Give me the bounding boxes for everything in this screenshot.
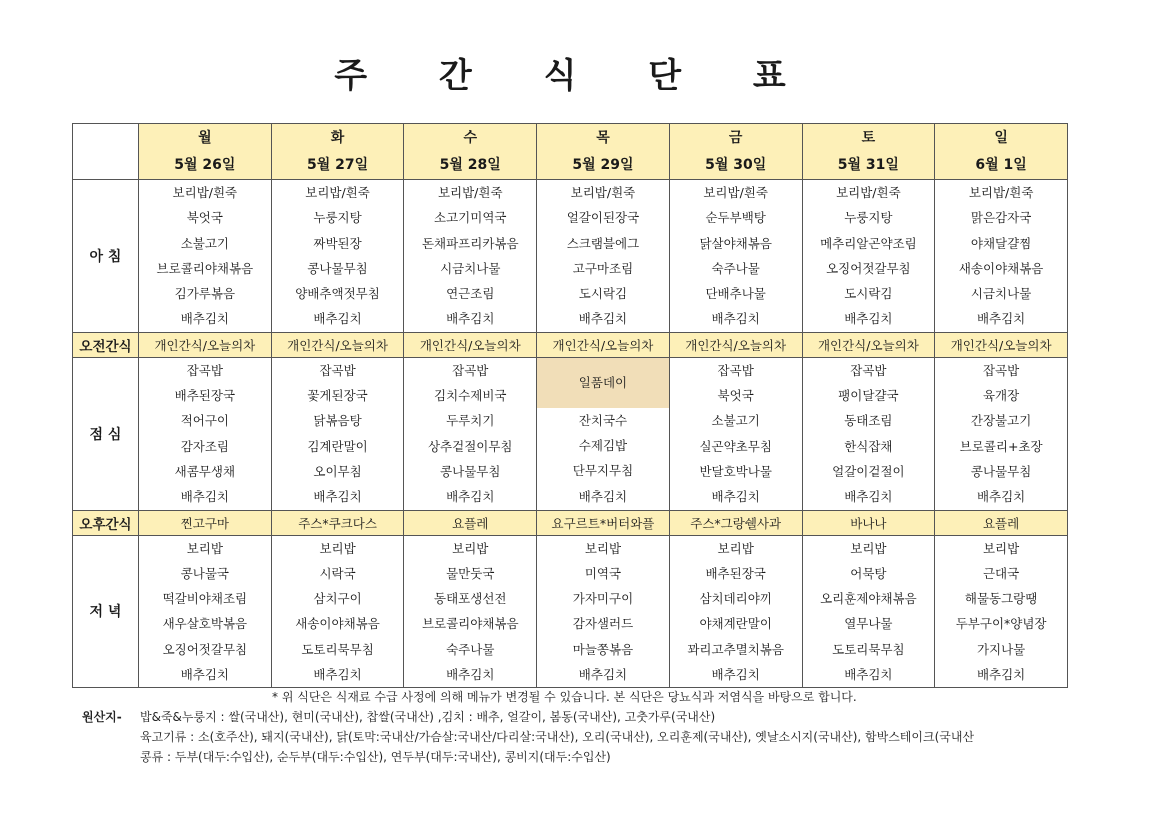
- menu-item: 소불고기: [180, 235, 229, 251]
- menu-item: 숙주나물: [711, 260, 760, 276]
- menu-item: 브로콜리야채볶음: [156, 260, 254, 276]
- menu-item: 보리밥/흰죽: [172, 185, 238, 200]
- menu-item: 새송이야채볶음: [295, 616, 380, 632]
- snack-cell: 개인간식/오늘의차: [271, 332, 404, 357]
- dinner-cell: [139, 535, 272, 688]
- snack-cell: 주스*쿠크다스: [271, 510, 404, 535]
- breakfast-row: [73, 180, 1068, 333]
- menu-item: 누룽지탕: [313, 210, 362, 226]
- menu-item: 보리밥/흰죽: [968, 185, 1034, 200]
- lunch-cell: [537, 357, 670, 510]
- menu-item: 보리밥: [850, 540, 887, 556]
- menu-item: 김치수제비국: [434, 388, 507, 404]
- menu-item: 꽃게된장국: [307, 388, 368, 404]
- menu-item: 보리밥: [452, 540, 489, 556]
- day-date: 5월 27일: [306, 157, 369, 173]
- menu-item: 닭살야채볶음: [699, 235, 772, 251]
- menu-item: 적어구이: [180, 413, 229, 429]
- origin-line: 육고기류 : 소(호주산), 돼지(국내산), 닭(토막:국내산/가슴살:국내산/다리살:국내산), 오리(국내산), 오리훈제(국내산), 옛날소시지(국내산), 함박스테이크(국내산: [140, 730, 975, 744]
- snack-cell: 요플레: [935, 510, 1068, 535]
- day-date: 6월 1일: [975, 157, 1027, 173]
- menu-item: 보리밥: [717, 540, 754, 556]
- pm-snack-row: [73, 510, 1068, 535]
- special-day-badge: 일품데이: [537, 358, 669, 408]
- menu-item: 잡곡밥: [452, 362, 489, 378]
- am-snack-row: [73, 332, 1068, 357]
- menu-item: 새콤무생채: [174, 463, 236, 479]
- menu-item: 도시락김: [578, 286, 628, 302]
- day-header: [935, 124, 1068, 180]
- menu-item: 감자조림: [180, 438, 229, 454]
- breakfast-cell: [139, 180, 272, 333]
- origin-spacer: [82, 727, 140, 747]
- menu-item: 보리밥: [982, 540, 1020, 556]
- menu-item: 가지나물: [976, 641, 1026, 657]
- menu-item: 잡곡밥: [982, 362, 1020, 378]
- day-name: 목: [596, 130, 610, 146]
- menu-item: 배추김치: [711, 489, 760, 505]
- menu-item: 동태조림: [844, 413, 893, 429]
- menu-item: 물만둣국: [446, 565, 495, 581]
- menu-item: 두루치기: [446, 413, 495, 429]
- lunch-cell: [935, 357, 1068, 510]
- menu-item: 양배추액젓무침: [295, 286, 380, 302]
- menu-item: 배추김치: [578, 488, 628, 504]
- menu-item: 보리밥/흰죽: [703, 185, 768, 200]
- menu-item: 해물동그랑땡: [964, 591, 1038, 607]
- snack-cell: 요플레: [404, 510, 537, 535]
- menu-item: 오리훈제야채볶음: [820, 591, 917, 607]
- menu-item: 미역국: [584, 565, 622, 581]
- day-header: [139, 124, 272, 180]
- lunch-cell: [404, 357, 537, 510]
- lunch-label: 점 심: [73, 357, 139, 510]
- menu-item: 북엇국: [186, 210, 223, 226]
- origin-row: [82, 707, 1072, 727]
- menu-item: 브로콜리야채볶음: [421, 616, 519, 632]
- lunch-row: [73, 357, 1068, 510]
- snack-cell: 개인간식/오늘의차: [935, 332, 1068, 357]
- menu-item: 잡곡밥: [850, 362, 887, 378]
- snack-cell: 찐고구마: [139, 510, 272, 535]
- menu-item: 오징어젓갈무침: [826, 260, 911, 276]
- day-date: 5월 31일: [837, 157, 899, 173]
- dinner-cell: [271, 535, 404, 688]
- origin-row: [82, 747, 1072, 767]
- day-date: 5월 26일: [174, 157, 236, 173]
- menu-item: 배추김치: [711, 667, 760, 683]
- menu-item: 배추김치: [578, 311, 628, 327]
- menu-item: 반달호박나물: [699, 463, 772, 479]
- menu-item: 어묵탕: [850, 565, 887, 581]
- menu-item: 단배추나물: [705, 286, 766, 302]
- menu-item: 잔치국수: [578, 412, 628, 428]
- snack-cell: 개인간식/오늘의차: [669, 332, 802, 357]
- menu-item: 도토리묵무침: [832, 641, 905, 657]
- menu-item: 도토리묵무침: [301, 641, 374, 657]
- breakfast-label: 아 침: [73, 180, 139, 333]
- lunch-cell: [802, 357, 935, 510]
- menu-item: 배추김치: [446, 311, 495, 327]
- menu-item: 김계란말이: [307, 438, 368, 454]
- menu-item: 콩나물무침: [970, 463, 1032, 479]
- dinner-cell: [669, 535, 802, 688]
- menu-item: 배추김치: [180, 311, 229, 327]
- menu-item: 김가루볶음: [174, 286, 236, 302]
- menu-item: 콩나물무침: [440, 463, 501, 479]
- day-header: [669, 124, 802, 180]
- menu-item: 맑은감자국: [970, 210, 1032, 226]
- lunch-cell: [271, 357, 404, 510]
- day-name: 토: [861, 130, 876, 146]
- menu-item: 보리밥/흰죽: [836, 185, 901, 200]
- menu-item: 배추김치: [976, 667, 1026, 683]
- menu-item: 배추김치: [313, 489, 362, 505]
- dinner-row: [73, 535, 1068, 688]
- pm-snack-label: 오후간식: [73, 510, 139, 535]
- day-date: 5월 29일: [572, 157, 634, 173]
- menu-item: 상추겉절이무침: [427, 438, 513, 454]
- menu-item: 메추리알곤약조림: [820, 235, 917, 251]
- snack-cell: 개인간식/오늘의차: [537, 332, 670, 357]
- menu-item: 가자미구이: [572, 591, 634, 607]
- menu-item: 삼치데리야끼: [699, 591, 772, 607]
- lunch-cell: [669, 357, 802, 510]
- day-header: [271, 124, 404, 180]
- menu-item: 브로콜리+초장: [959, 438, 1043, 454]
- menu-item: 꽈리고추멸치볶음: [687, 641, 784, 657]
- day-header: [537, 124, 670, 180]
- menu-item: 새송이야채볶음: [958, 260, 1044, 276]
- day-date: 5월 30일: [705, 157, 767, 173]
- menu-item: 배추된장국: [705, 565, 766, 581]
- menu-item: 연근조림: [446, 286, 495, 302]
- lunch-cell: [139, 357, 272, 510]
- menu-item: 고구마조림: [572, 260, 634, 276]
- menu-item: 야채계란말이: [699, 616, 772, 632]
- menu-change-note: * 위 식단은 식재료 수급 사정에 의해 메뉴가 변경될 수 있습니다. 본 식단은 당뇨식과 저염식을 바탕으로 합니다.: [272, 690, 857, 704]
- breakfast-cell: [669, 180, 802, 333]
- origin-label: 원산지-: [82, 710, 122, 724]
- snack-cell: 개인간식/오늘의차: [802, 332, 935, 357]
- menu-item: 삼치구이: [313, 591, 362, 607]
- menu-item: 오이무침: [313, 463, 362, 479]
- menu-item: 떡갈비야채조림: [162, 591, 248, 607]
- day-header: [802, 124, 935, 180]
- menu-item: 순두부백탕: [705, 210, 766, 226]
- menu-item: 짜박된장: [313, 235, 362, 251]
- breakfast-cell: [404, 180, 537, 333]
- menu-item: 잡곡밥: [717, 362, 754, 378]
- snack-cell: 요구르트*버터와플: [537, 510, 670, 535]
- menu-item: 보리밥: [584, 540, 622, 556]
- menu-item: 도시락김: [844, 286, 893, 302]
- table-header-row: [73, 124, 1068, 180]
- menu-item: 배추김치: [313, 311, 362, 327]
- origin-line: 콩류 : 두부(대두:수입산), 순두부(대두:수입산), 연두부(대두:국내산), 콩비지(대두:수입산): [140, 750, 611, 764]
- menu-item: 배추된장국: [174, 388, 236, 404]
- menu-item: 시락국: [319, 565, 356, 581]
- menu-item: 야채달걀찜: [970, 235, 1032, 251]
- menu-item: 두부구이*양념장: [955, 616, 1047, 632]
- dinner-cell: [404, 535, 537, 688]
- menu-item: 실곤약초무침: [699, 438, 772, 454]
- menu-item: 시금치나물: [970, 286, 1032, 302]
- menu-item: 배추김치: [180, 489, 229, 505]
- menu-item: 배추김치: [446, 489, 495, 505]
- menu-item: 동태포생선전: [434, 591, 507, 607]
- menu-item: 시금치나물: [440, 260, 501, 276]
- snack-cell: 개인간식/오늘의차: [139, 332, 272, 357]
- menu-item: 수제김밥: [578, 438, 628, 454]
- menu-item: 배추김치: [844, 311, 893, 327]
- menu-item: 숙주나물: [446, 641, 495, 657]
- footer: [82, 687, 1072, 767]
- snack-cell: 주스*그랑쉘사과: [669, 510, 802, 535]
- breakfast-cell: [271, 180, 404, 333]
- day-date: 5월 28일: [439, 157, 501, 173]
- menu-item: 보리밥/흰죽: [305, 185, 370, 200]
- dinner-cell: [537, 535, 670, 688]
- menu-item: 단무지무침: [572, 463, 634, 479]
- menu-item: 배추김치: [711, 311, 760, 327]
- menu-item: 북엇국: [717, 388, 754, 404]
- menu-item: 얼갈이된장국: [566, 210, 640, 226]
- menu-item: 보리밥: [319, 540, 356, 556]
- dinner-label: 저 녁: [73, 535, 139, 688]
- day-name: 화: [330, 130, 345, 146]
- snack-cell: 바나나: [802, 510, 935, 535]
- origin-line: 밥&죽&누룽지 : 쌀(국내산), 현미(국내산), 찹쌀(국내산) ,김치 : 배추, 얼갈이, 봄동(국내산), 고춧가루(국내산): [140, 710, 716, 724]
- menu-item: 새우살호박볶음: [162, 616, 248, 632]
- menu-item: 배추김치: [180, 667, 229, 683]
- dinner-cell: [935, 535, 1068, 688]
- menu-item: 돈채파프리카볶음: [421, 235, 519, 251]
- breakfast-cell: [935, 180, 1068, 333]
- menu-item: 보리밥/흰죽: [437, 185, 503, 200]
- menu-item: 배추김치: [578, 667, 628, 683]
- menu-item: 마늘쫑볶음: [572, 641, 634, 657]
- menu-item: 근대국: [982, 565, 1020, 581]
- breakfast-cell: [537, 180, 670, 333]
- menu-item: 간장불고기: [970, 413, 1032, 429]
- menu-item: 배추김치: [313, 667, 362, 683]
- menu-item: 잡곡밥: [186, 362, 223, 378]
- menu-item: 콩나물국: [180, 565, 229, 581]
- menu-item: 얼갈이겉절이: [832, 463, 905, 479]
- menu-item: 팽이달걀국: [838, 388, 899, 404]
- menu-item: 감자샐러드: [572, 616, 634, 632]
- menu-item: 육개장: [982, 388, 1020, 404]
- day-header: [404, 124, 537, 180]
- day-name: 수: [463, 130, 478, 146]
- menu-item: 보리밥/흰죽: [570, 185, 636, 200]
- menu-item: 보리밥: [186, 540, 223, 556]
- menu-item: 배추김치: [844, 667, 893, 683]
- page-title: 주 간 식 단 표: [334, 56, 816, 96]
- menu-item: 한식잡채: [844, 438, 893, 454]
- dinner-cell: [802, 535, 935, 688]
- menu-item: 배추김치: [976, 311, 1026, 327]
- menu-item: 배추김치: [844, 489, 893, 505]
- menu-item: 스크램블에그: [566, 235, 640, 251]
- day-name: 금: [728, 130, 743, 146]
- menu-item: 배추김치: [976, 489, 1026, 505]
- menu-item: 열무나물: [844, 616, 893, 632]
- am-snack-label: 오전간식: [73, 332, 139, 357]
- menu-item: 누룽지탕: [844, 210, 893, 226]
- snack-cell: 개인간식/오늘의차: [404, 332, 537, 357]
- menu-item: 콩나물무침: [307, 260, 368, 276]
- origin-row: [82, 727, 1072, 747]
- day-name: 월: [198, 130, 212, 146]
- menu-item: 오징어젓갈무침: [162, 641, 248, 657]
- menu-item: 소불고기: [711, 413, 760, 429]
- menu-item: 닭볶음탕: [313, 413, 362, 429]
- day-name: 일: [994, 130, 1008, 146]
- origin-spacer: [82, 747, 140, 767]
- menu-item: 배추김치: [446, 667, 495, 683]
- weekly-menu-table: [72, 123, 1068, 688]
- menu-item: 소고기미역국: [434, 210, 507, 226]
- breakfast-cell: [802, 180, 935, 333]
- menu-item: 잡곡밥: [319, 362, 356, 378]
- header-corner: [73, 124, 139, 180]
